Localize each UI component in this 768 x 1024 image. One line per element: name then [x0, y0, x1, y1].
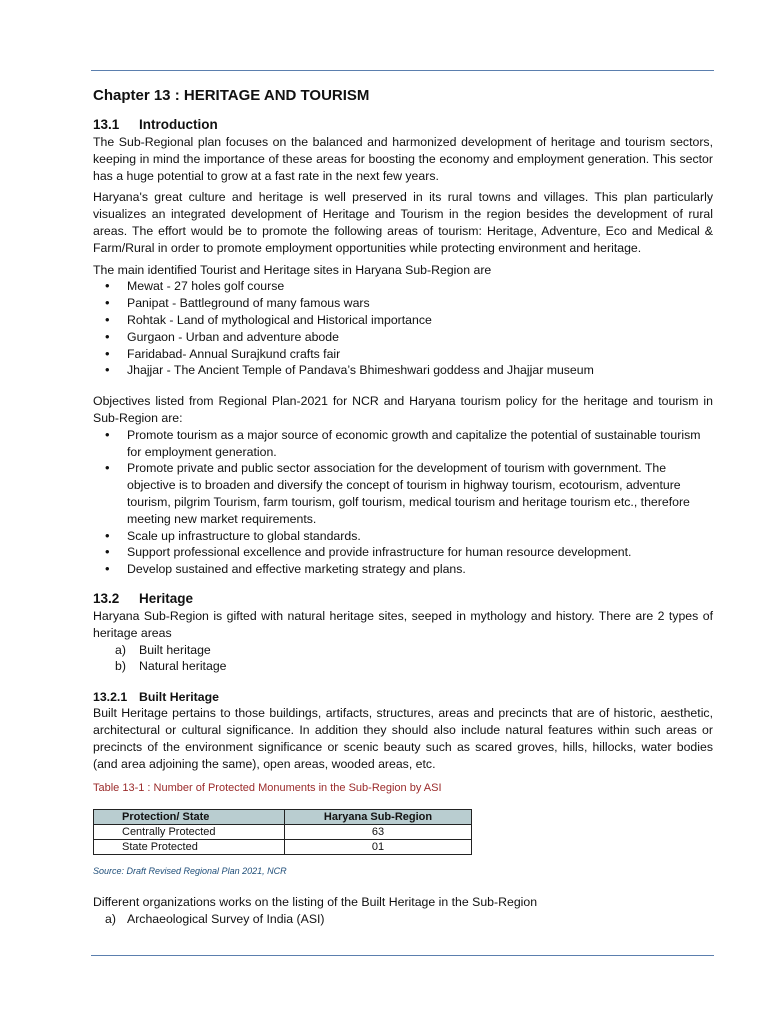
table-source: Source: Draft Revised Regional Plan 2021, NCR: [93, 866, 287, 877]
header-rule: [91, 70, 714, 71]
list-item-text: Archaeological Survey of India (ASI): [127, 911, 325, 926]
table-header-cell: Haryana Sub-Region: [285, 810, 472, 825]
objectives-list: [93, 427, 713, 578]
table-row: [94, 840, 472, 855]
list-marker: a): [115, 642, 126, 657]
list-item: • Support professional excellence and provide infrastructure for human resource development.: [93, 544, 713, 561]
list-item-text: Natural heritage: [139, 659, 227, 674]
sites-list: [93, 278, 713, 379]
list-item: • Scale up infrastructure to global standards.: [93, 528, 713, 545]
footer-rule: [91, 955, 714, 956]
chapter-title: Chapter 13 : HERITAGE AND TOURISM: [93, 87, 370, 104]
list-item-text: Built heritage: [139, 642, 211, 657]
section-number: 13.2.1: [93, 690, 128, 705]
objectives-intro: Objectives listed from Regional Plan-2021 for NCR and Haryana tourism policy for the heritage and tourism in Sub-Region are:: [93, 394, 713, 425]
table-cell: Centrally Protected: [94, 825, 285, 840]
section-title: Introduction: [139, 117, 218, 132]
table-row: [94, 825, 472, 840]
table-cell: State Protected: [94, 840, 285, 855]
list-marker: b): [115, 659, 126, 674]
section-13-2-heading: [93, 590, 713, 608]
list-item: • Jhajjar - The Ancient Temple of Pandava’s Bhimeshwari goddess and Jhajjar museum: [93, 362, 713, 379]
heritage-types-list: [93, 642, 713, 676]
table-header-row: [94, 810, 472, 825]
table-caption: Table 13-1 : Number of Protected Monuments in the Sub-Region by ASI: [93, 782, 442, 795]
list-item: • Gurgaon - Urban and adventure abode: [93, 329, 713, 346]
table-cell: 63: [285, 825, 472, 840]
list-item: • Promote private and public sector association for the development of tourism with government. The objective is to broaden and diversify the concept of tourism in highway tourism, ecotourism, adventure tourism, pilgrim Tourism, farm tourism, golf tourism, medical tourism and heritage tourism etc., therefore meeting new market requirements.: [93, 460, 713, 527]
section-number: 13.1: [93, 117, 120, 132]
organizations-intro: Different organizations works on the listing of the Built Heritage in the Sub-Region: [93, 894, 538, 909]
section-title: Built Heritage: [139, 690, 219, 705]
table-cell: 01: [285, 840, 472, 855]
list-item: [93, 658, 713, 675]
section-13-2-1-heading: [93, 689, 713, 705]
table-header-cell: Protection/ State: [94, 810, 285, 825]
list-item: • Rohtak - Land of mythological and Historical importance: [93, 312, 713, 329]
section-title: Heritage: [139, 590, 194, 606]
intro-paragraph-2: Haryana's great culture and heritage is well preserved in its rural towns and villages. This plan particularly visualizes an integrated development of Heritage and Tourism in the region besides the development of rural areas. The effort would be to promote the following areas of tourism: Heritage, Adventure, Eco and Medical & Farm/Rural in order to promote employment opportunities while protecting environment and heritage.: [93, 190, 713, 255]
section-13-1-heading: [93, 116, 713, 134]
list-marker: a): [105, 911, 116, 926]
document-body: [93, 84, 713, 931]
section-number: 13.2: [93, 590, 120, 606]
list-item: • Faridabad- Annual Surajkund crafts fair: [93, 346, 713, 363]
sites-intro: The main identified Tourist and Heritage sites in Haryana Sub-Region are: [93, 262, 492, 277]
protected-monuments-table: [93, 809, 472, 855]
list-item: • Develop sustained and effective marketing strategy and plans.: [93, 561, 713, 578]
list-item: [93, 911, 713, 928]
list-item: • Mewat - 27 holes golf course: [93, 278, 713, 295]
organizations-list: [93, 911, 713, 928]
intro-paragraph-1: The Sub-Regional plan focuses on the balanced and harmonized development of heritage and tourism sectors, keeping in mind the importance of these areas for boosting the economy and employment generation. This sector has a huge potential to grow at a fast rate in the next few years.: [93, 135, 713, 183]
list-item: [93, 642, 713, 659]
list-item: • Panipat - Battleground of many famous wars: [93, 295, 713, 312]
list-item: • Promote tourism as a major source of economic growth and capitalize the potential of sustainable tourism for employment generation.: [93, 427, 713, 461]
built-heritage-paragraph: Built Heritage pertains to those buildings, artifacts, structures, areas and precincts that are of historic, aesthetic, architectural or cultural significance. In addition they should also include natural features within such areas or precincts of the environment significance or scenic beauty such as scared groves, hills, hillocks, water bodies (and area adjoining the same), open areas, wooded areas, etc.: [93, 706, 713, 771]
heritage-paragraph: Haryana Sub-Region is gifted with natural heritage sites, seeped in mythology and history. There are 2 types of heritage areas: [93, 608, 713, 640]
